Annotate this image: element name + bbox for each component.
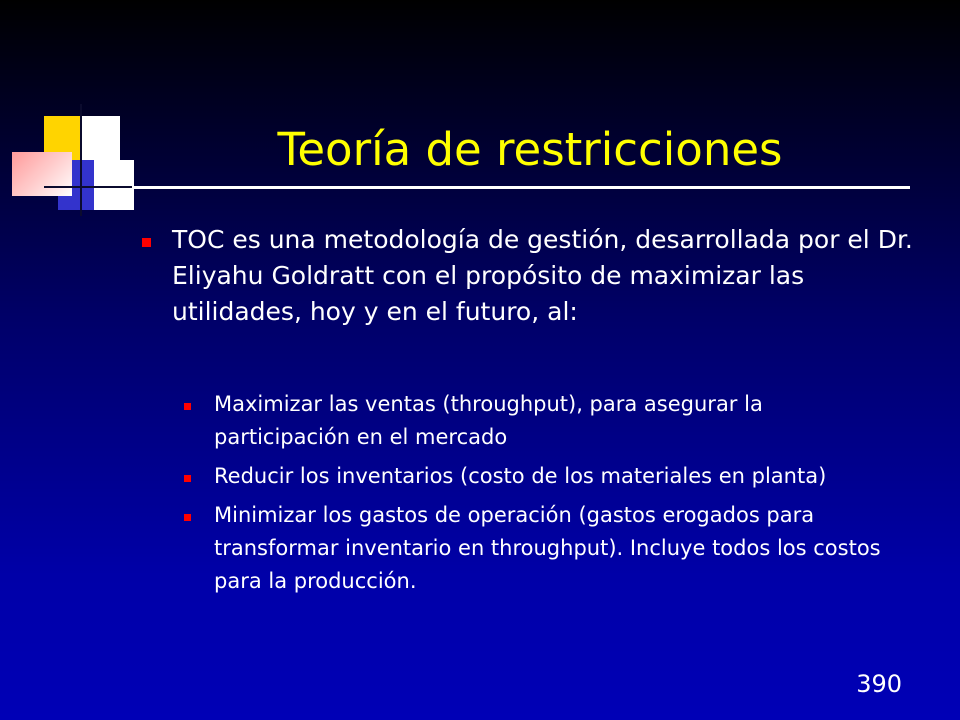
- vertical-line-decoration: [80, 104, 82, 216]
- sub-bullet-text: Reducir los inventarios (costo de los materiales en planta): [214, 464, 827, 488]
- square-bullet-icon: [142, 238, 151, 247]
- sub-bullet-item: [176, 499, 896, 598]
- pink-square-decoration: [12, 152, 72, 196]
- page-number: 390: [856, 670, 902, 698]
- slide-title: Teoría de restricciones: [277, 123, 783, 176]
- square-bullet-icon: [184, 403, 191, 410]
- white-square-decoration-right: [94, 160, 134, 210]
- square-bullet-icon: [184, 514, 191, 521]
- sub-bullet-item: [176, 460, 896, 493]
- sub-bullet-list: [176, 388, 896, 604]
- square-bullet-icon: [184, 475, 191, 482]
- horizontal-line-decoration: [44, 186, 136, 188]
- sub-bullet-text: Maximizar las ventas (throughput), para asegurar la participación en el mercado: [214, 392, 763, 449]
- main-bullet-item: [134, 222, 932, 330]
- white-square-decoration: [82, 116, 120, 160]
- title-underline: [132, 186, 910, 189]
- main-bullet-list: [134, 222, 934, 330]
- sub-bullet-text: Minimizar los gastos de operación (gastos erogados para transformar inventario en throughput). Incluye todos los costos para la producción.: [214, 503, 881, 593]
- main-bullet-text: TOC es una metodología de gestión, desarrollada por el Dr. Eliyahu Goldratt con el propósito de maximizar las utilidades, hoy y en el futuro, al:: [172, 225, 913, 326]
- sub-bullet-item: [176, 388, 896, 454]
